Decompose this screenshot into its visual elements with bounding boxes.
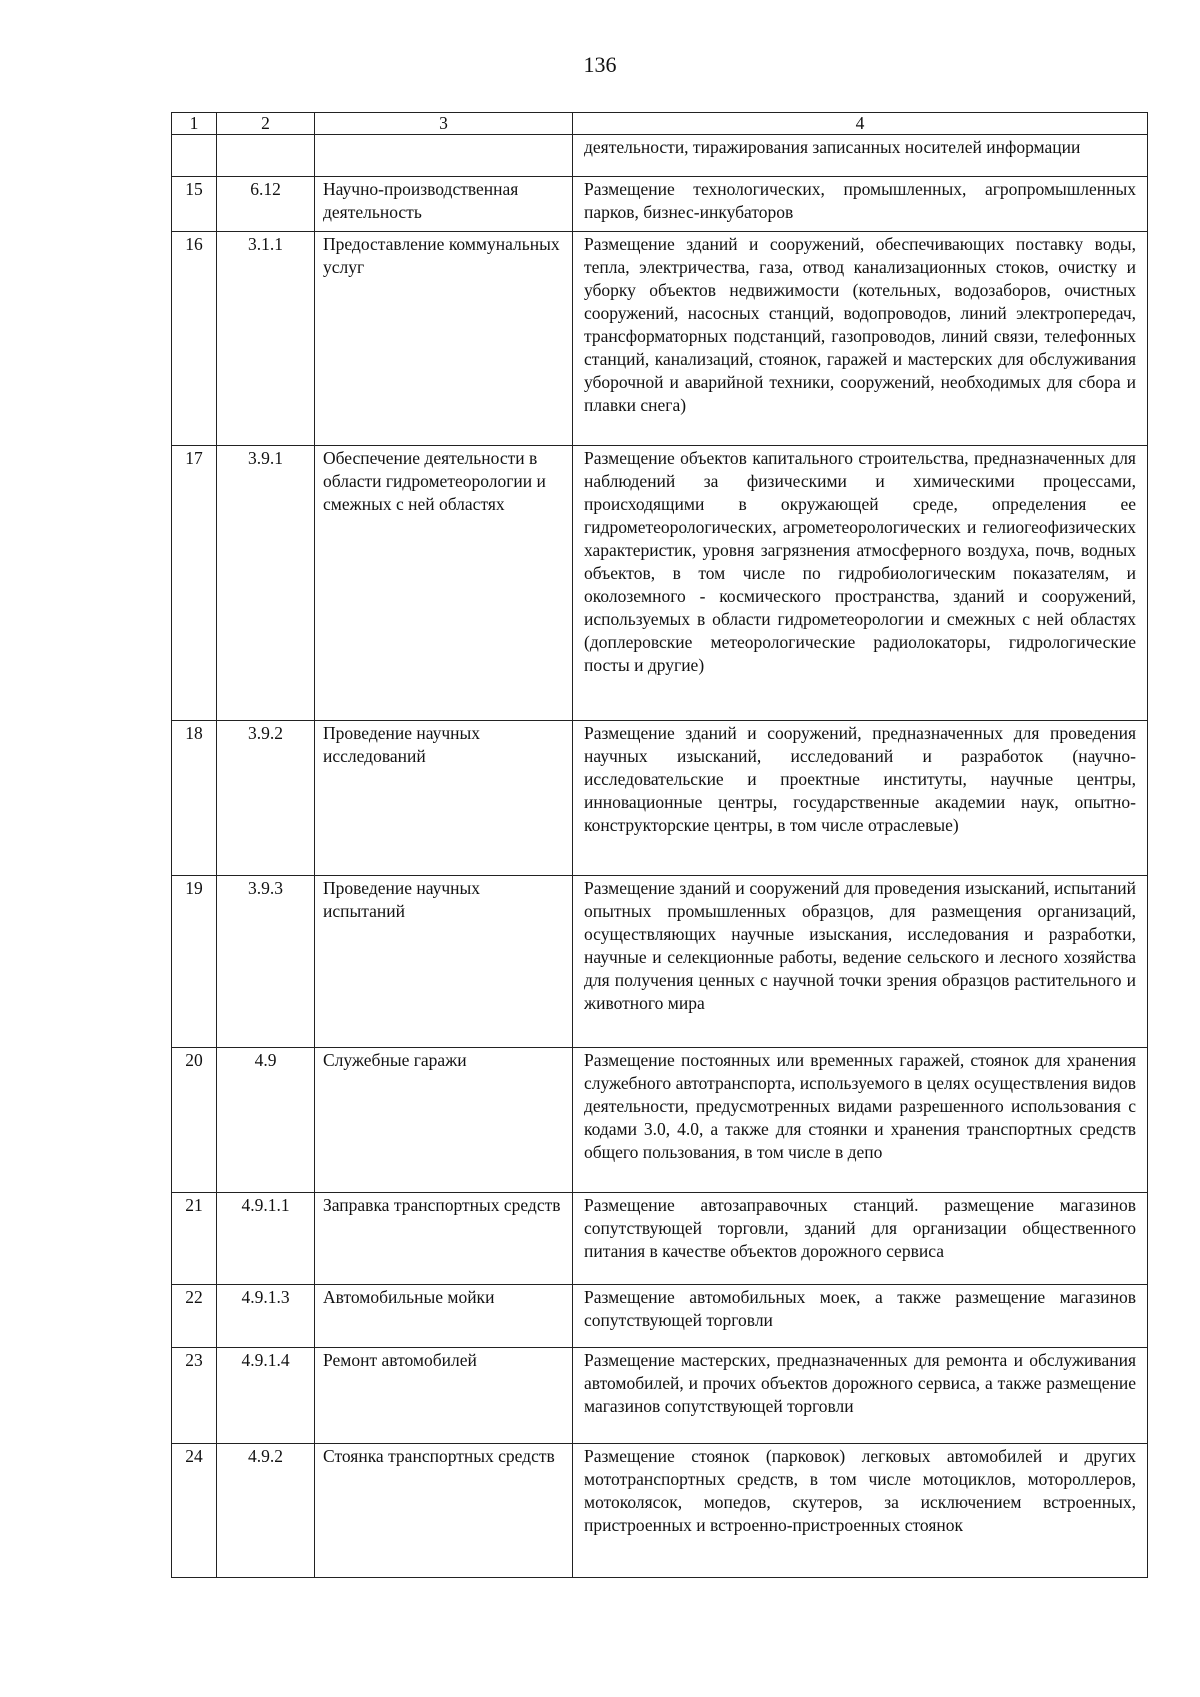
row-code: 3.9.2 xyxy=(217,721,315,876)
row-number: 19 xyxy=(172,876,217,1048)
row-code: 4.9.1.3 xyxy=(217,1285,315,1348)
row-code: 3.9.3 xyxy=(217,876,315,1048)
row-name: Предоставление коммунальных услуг xyxy=(315,232,573,446)
row-number: 18 xyxy=(172,721,217,876)
table-row xyxy=(172,1048,1148,1193)
row-number: 24 xyxy=(172,1444,217,1578)
row-number: 22 xyxy=(172,1285,217,1348)
table-row xyxy=(172,232,1148,446)
row-number: 17 xyxy=(172,446,217,721)
row-number: 20 xyxy=(172,1048,217,1193)
table-row xyxy=(172,1444,1148,1578)
row-description: Размещение объектов капитального строительства, предназначенных для наблюдений за физическими и химическими процессами, происходящими в окружающей среде, определения ее гидрометеорологических, агрометеорологических и гелиогеофизических характеристик, уровня загрязнения атмосферного воздуха, почв, водных объектов, в том числе по гидробиологическим показателям, и околоземного - космического пространства, зданий и сооружений, используемых в области гидрометеорологии и смежных с ней областях (доплеровские метеорологические радиолокаторы, гидрологические посты и другие) xyxy=(573,446,1148,721)
row-name: Ремонт автомобилей xyxy=(315,1348,573,1444)
row-code: 4.9 xyxy=(217,1048,315,1193)
table-header-row xyxy=(172,113,1148,135)
row-code: 4.9.2 xyxy=(217,1444,315,1578)
continuation-description: деятельности, тиражирования записанных носителей информации xyxy=(573,135,1148,177)
row-name: Заправка транспортных средств xyxy=(315,1193,573,1285)
land-use-table xyxy=(171,112,1148,1578)
table-row xyxy=(172,177,1148,232)
row-name: Автомобильные мойки xyxy=(315,1285,573,1348)
row-description: Размещение стоянок (парковок) легковых автомобилей и других мототранспортных средств, в том числе мотоциклов, мотороллеров, мотоколясок, мопедов, скутеров, за исключением встроенных, пристроенных и встроенно-пристроенных стоянок xyxy=(573,1444,1148,1578)
row-name: Научно-производственная деятельность xyxy=(315,177,573,232)
row-name: Проведение научных исследований xyxy=(315,721,573,876)
table-row xyxy=(172,446,1148,721)
header-col-3: 3 xyxy=(315,113,573,135)
row-number: 23 xyxy=(172,1348,217,1444)
table-row xyxy=(172,1348,1148,1444)
row-number: 16 xyxy=(172,232,217,446)
row-number: 21 xyxy=(172,1193,217,1285)
header-col-1: 1 xyxy=(172,113,217,135)
table-row xyxy=(172,1285,1148,1348)
row-code: 6.12 xyxy=(217,177,315,232)
row-name: Служебные гаражи xyxy=(315,1048,573,1193)
header-col-2: 2 xyxy=(217,113,315,135)
row-code: 4.9.1.4 xyxy=(217,1348,315,1444)
row-description: Размещение зданий и сооружений, предназначенных для проведения научных изысканий, исследований и разработок (научно-исследовательские и проектные институты, научные центры, инновационные центры, государственные академии наук, опытно-конструкторские центры, в том числе отраслевые) xyxy=(573,721,1148,876)
row-description: Размещение автомобильных моек, а также размещение магазинов сопутствующей торговли xyxy=(573,1285,1148,1348)
page-number: 136 xyxy=(583,52,617,77)
row-name: Проведение научных испытаний xyxy=(315,876,573,1048)
row-description: Размещение автозаправочных станций. размещение магазинов сопутствующей торговли, зданий для организации общественного питания в качестве объектов дорожного сервиса xyxy=(573,1193,1148,1285)
table-row xyxy=(172,721,1148,876)
row-number: 15 xyxy=(172,177,217,232)
row-description: Размещение постоянных или временных гаражей, стоянок для хранения служебного автотранспорта, используемого в целях осуществления видов деятельности, предусмотренных видами разрешенного использования с кодами 3.0, 4.0, а также для стоянки и хранения транспортных средств общего пользования, в том числе в депо xyxy=(573,1048,1148,1193)
row-code: 3.1.1 xyxy=(217,232,315,446)
row-code: 4.9.1.1 xyxy=(217,1193,315,1285)
table-row xyxy=(172,876,1148,1048)
row-description: Размещение зданий и сооружений для проведения изысканий, испытаний опытных промышленных образцов, для размещения организаций, осуществляющих научные изыскания, исследования и разработки, научные и селекционные работы, ведение сельского и лесного хозяйства для получения ценных с научной точки зрения образцов растительного и животного мира xyxy=(573,876,1148,1048)
header-col-4: 4 xyxy=(573,113,1148,135)
row-description: Размещение зданий и сооружений, обеспечивающих поставку воды, тепла, электричества, газа, отвод канализационных стоков, очистку и уборку объектов недвижимости (котельных, водозаборов, очистных сооружений, насосных станций, водопроводов, линий электропередач, трансформаторных подстанций, газопроводов, линий связи, телефонных станций, канализаций, стоянок, гаражей и мастерских для обслуживания уборочной и аварийной техники, сооружений, необходимых для сбора и плавки снега) xyxy=(573,232,1148,446)
row-description: Размещение мастерских, предназначенных для ремонта и обслуживания автомобилей, и прочих объектов дорожного сервиса, а также размещение магазинов сопутствующей торговли xyxy=(573,1348,1148,1444)
table-row xyxy=(172,1193,1148,1285)
row-code: 3.9.1 xyxy=(217,446,315,721)
row-name: Обеспечение деятельности в области гидрометеорологии и смежных с ней областях xyxy=(315,446,573,721)
row-name: Стоянка транспортных средств xyxy=(315,1444,573,1578)
row-description: Размещение технологических, промышленных, агропромышленных парков, бизнес-инкубаторов xyxy=(573,177,1148,232)
continuation-row xyxy=(172,135,1148,177)
